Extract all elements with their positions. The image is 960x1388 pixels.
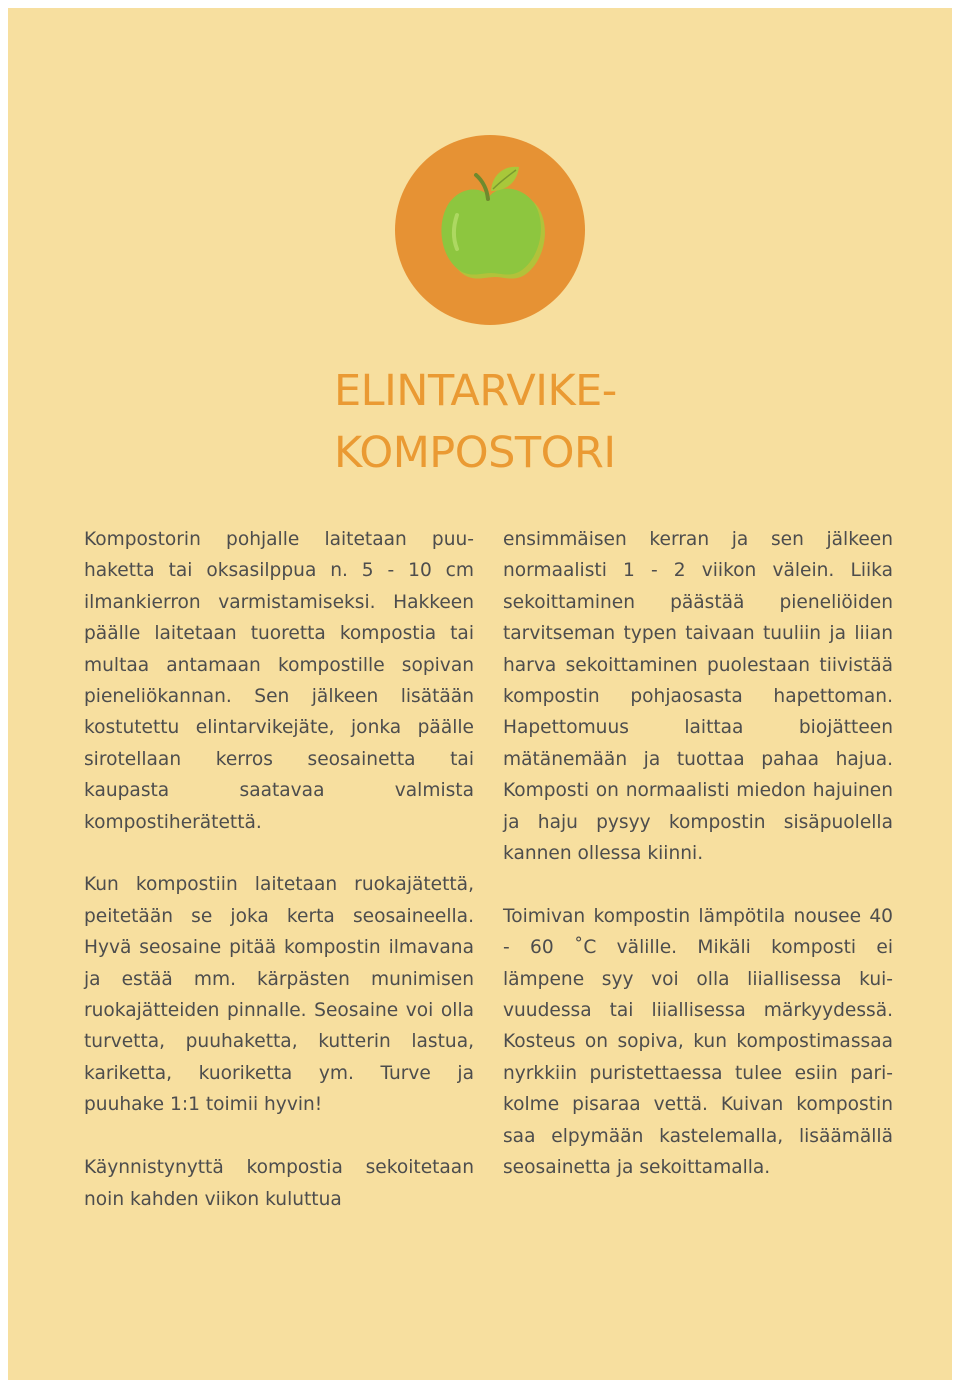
paragraph: ensimmäisen kerran ja sen jälkeen normaalisti 1 - 2 viikon välein. Liika sekoittaminen päästää pieneliöiden tarvitseman typen taivaan tuuliin ja liian harva sekoittaminen puolestaan tiivistää kompostin pohjaosasta hapettoman. Hapettomuus laittaa biojätteen mätänemään ja tuottaa pahaa hajua. Komposti on normaalisti miedon hajuinen ja haju pysyy kompostin sisäpuolella kannen ollessa kiinni. xyxy=(503,529,893,865)
paragraph: Kompostorin pohjalle laitetaan puuhaketta tai oksasilppua n. 5 - 10 cm ilmankierron varmistamiseksi. Hakkeen päälle laitetaan tuoretta kompostia tai multaa antamaan kompostille sopivan pieneliökannan. Sen jälkeen lisätään kostutettu elintarvikejäte, jonka päälle sirotellaan kerros seosainetta tai kaupasta saatavaa valmista kompostiherätettä. xyxy=(84,529,474,833)
document-page xyxy=(8,8,952,1380)
apple-logo xyxy=(395,135,585,325)
page-title xyxy=(334,360,617,484)
paragraph: Kun kompostiin laitetaan ruokajätettä, peitetään se joka kerta seosaineella. Hyvä seosaine pitää kompostin ilmavana ja estää mm. kärpästen munimisen ruokajätteiden pinnalle. Seosaine voi olla turvetta, puuhaketta, kutterin lastua, kariketta, kuoriketta ym. Turve ja puuhake 1:1 toimii hyvin! xyxy=(84,874,474,1116)
apple-icon xyxy=(395,135,585,325)
paragraph: Käynnistynyttä kompostia sekoitetaan noin kahden viikon kuluttua xyxy=(84,1157,474,1210)
right-column xyxy=(503,524,893,1215)
title-line-2: KOMPOSTORI xyxy=(334,428,616,478)
title-line-1: ELINTARVIKE- xyxy=(334,366,617,416)
left-column xyxy=(84,524,474,1246)
paragraph: Toimivan kompostin lämpötila nousee 40 - 60 ˚C välille. Mikäli komposti ei lämpene syy voi olla liiallisessa kuivuudessa tai liiallisessa märkyydessä. Kosteus on sopiva, kun kompostimassaa nyrkkiin puristettaessa tulee esiin pari-kolme pisaraa vettä. Kuivan kompostin saa elpymään kastelemalla, lisäämällä seosainetta ja sekoittamalla. xyxy=(503,905,893,1179)
